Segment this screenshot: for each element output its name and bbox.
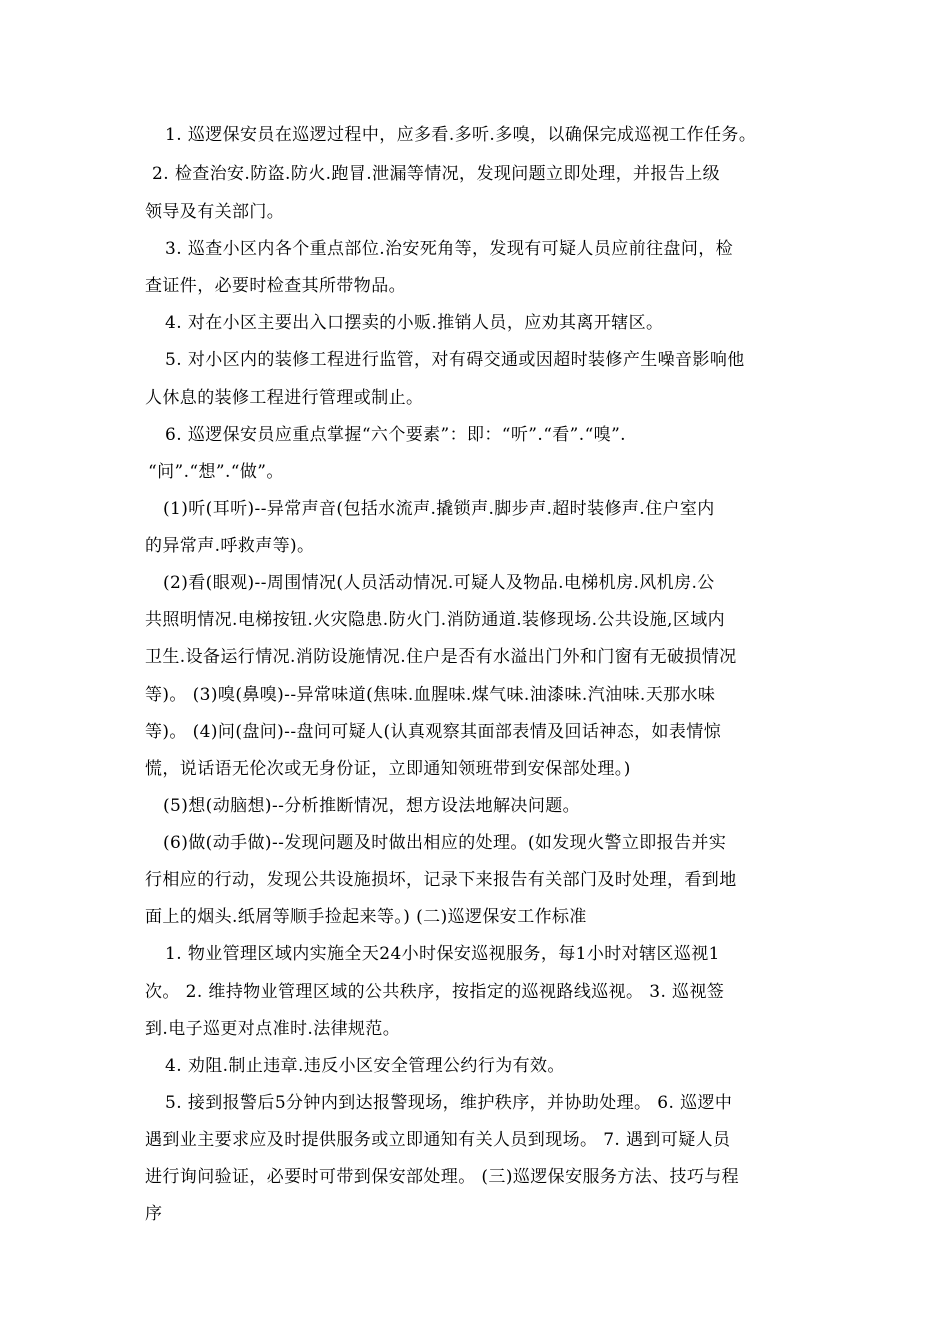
text-line: 4. 对在小区主要出入口摆卖的小贩.推销人员，应劝其离开辖区。: [165, 313, 664, 333]
text-line: (2)看(眼观)--周围情况(人员活动情况.可疑人及物品.电梯机房.风机房.公: [163, 573, 715, 593]
text-line: 1. 巡逻保安员在巡逻过程中，应多看.多听.多嗅，以确保完成巡视工作任务。: [165, 125, 757, 145]
text-line: 进行询问验证，必要时可带到保安部处理。 (三)巡逻保安服务方法、技巧与程: [145, 1167, 740, 1187]
text-line: 查证件，必要时检查其所带物品。: [145, 276, 406, 296]
text-line: 领导及有关部门。: [145, 202, 285, 222]
text-line: 次。 2. 维持物业管理区域的公共秩序，按指定的巡视路线巡视。 3. 巡视签: [145, 982, 725, 1002]
text-line: 人休息的装修工程进行管理或制止。: [145, 388, 424, 408]
text-line: 的异常声.呼救声等)。: [145, 536, 315, 556]
text-line: (5)想(动脑想)--分析推断情况，想方设法地解决问题。: [163, 796, 581, 816]
text-line: 行相应的行动，发现公共设施损坏，记录下来报告有关部门及时处理，看到地: [145, 870, 737, 890]
text-line: 面上的烟头.纸屑等顺手捡起来等。) (二)巡逻保安工作标准: [145, 907, 587, 927]
text-line: 4. 劝阻.制止违章.违反小区安全管理公约行为有效。: [165, 1056, 565, 1076]
text-line: (6)做(动手做)--发现问题及时做出相应的处理。(如发现火警立即报告并实: [163, 833, 727, 853]
text-line: 1. 物业管理区域内实施全天24小时保安巡视服务，每1小时对辖区巡视1: [165, 944, 720, 964]
text-line: 卫生.设备运行情况.消防设施情况.住户是否有水溢出门外和门窗有无破损情况: [145, 647, 737, 667]
text-line: 到.电子巡更对点准时.法律规范。: [145, 1019, 401, 1039]
text-line: 遇到业主要求应及时提供服务或立即通知有关人员到现场。 7. 遇到可疑人员: [145, 1130, 731, 1150]
text-line: 等)。 (3)嗅(鼻嗅)--异常味道(焦味.血腥味.煤气味.油漆味.汽油味.天那水味: [145, 685, 716, 705]
text-line: 慌，说话语无伦次或无身份证，立即通知领班带到安保部处理。): [145, 759, 631, 779]
text-line: 序: [145, 1204, 163, 1224]
text-line: (1)听(耳听)--异常声音(包括水流声.撬锁声.脚步声.超时装修声.住户室内: [163, 499, 715, 519]
text-line: “问”.“想”.“做”。: [148, 462, 284, 482]
text-line: 6. 巡逻保安员应重点掌握“六个要素”：即：“听”.“看”.“嗅”.: [165, 425, 626, 445]
text-line: 共照明情况.电梯按钮.火灾隐患.防火门.消防通道.装修现场.公共设施,区域内: [145, 610, 726, 630]
text-line: 5. 接到报警后5分钟内到达报警现场，维护秩序，并协助处理。 6. 巡逻中: [165, 1093, 733, 1113]
text-line: 3. 巡查小区内各个重点部位.治安死角等，发现有可疑人员应前往盘问，检: [165, 239, 734, 259]
text-line: 5. 对小区内的装修工程进行监管，对有碍交通或因超时装修产生噪音影响他: [165, 350, 745, 370]
text-line: 2. 检查治安.防盗.防火.跑冒.泄漏等情况，发现问题立即处理，并报告上级: [152, 164, 721, 184]
text-line: 等)。 (4)问(盘问)--盘问可疑人(认真观察其面部表情及回话神态，如表情惊: [145, 722, 722, 742]
